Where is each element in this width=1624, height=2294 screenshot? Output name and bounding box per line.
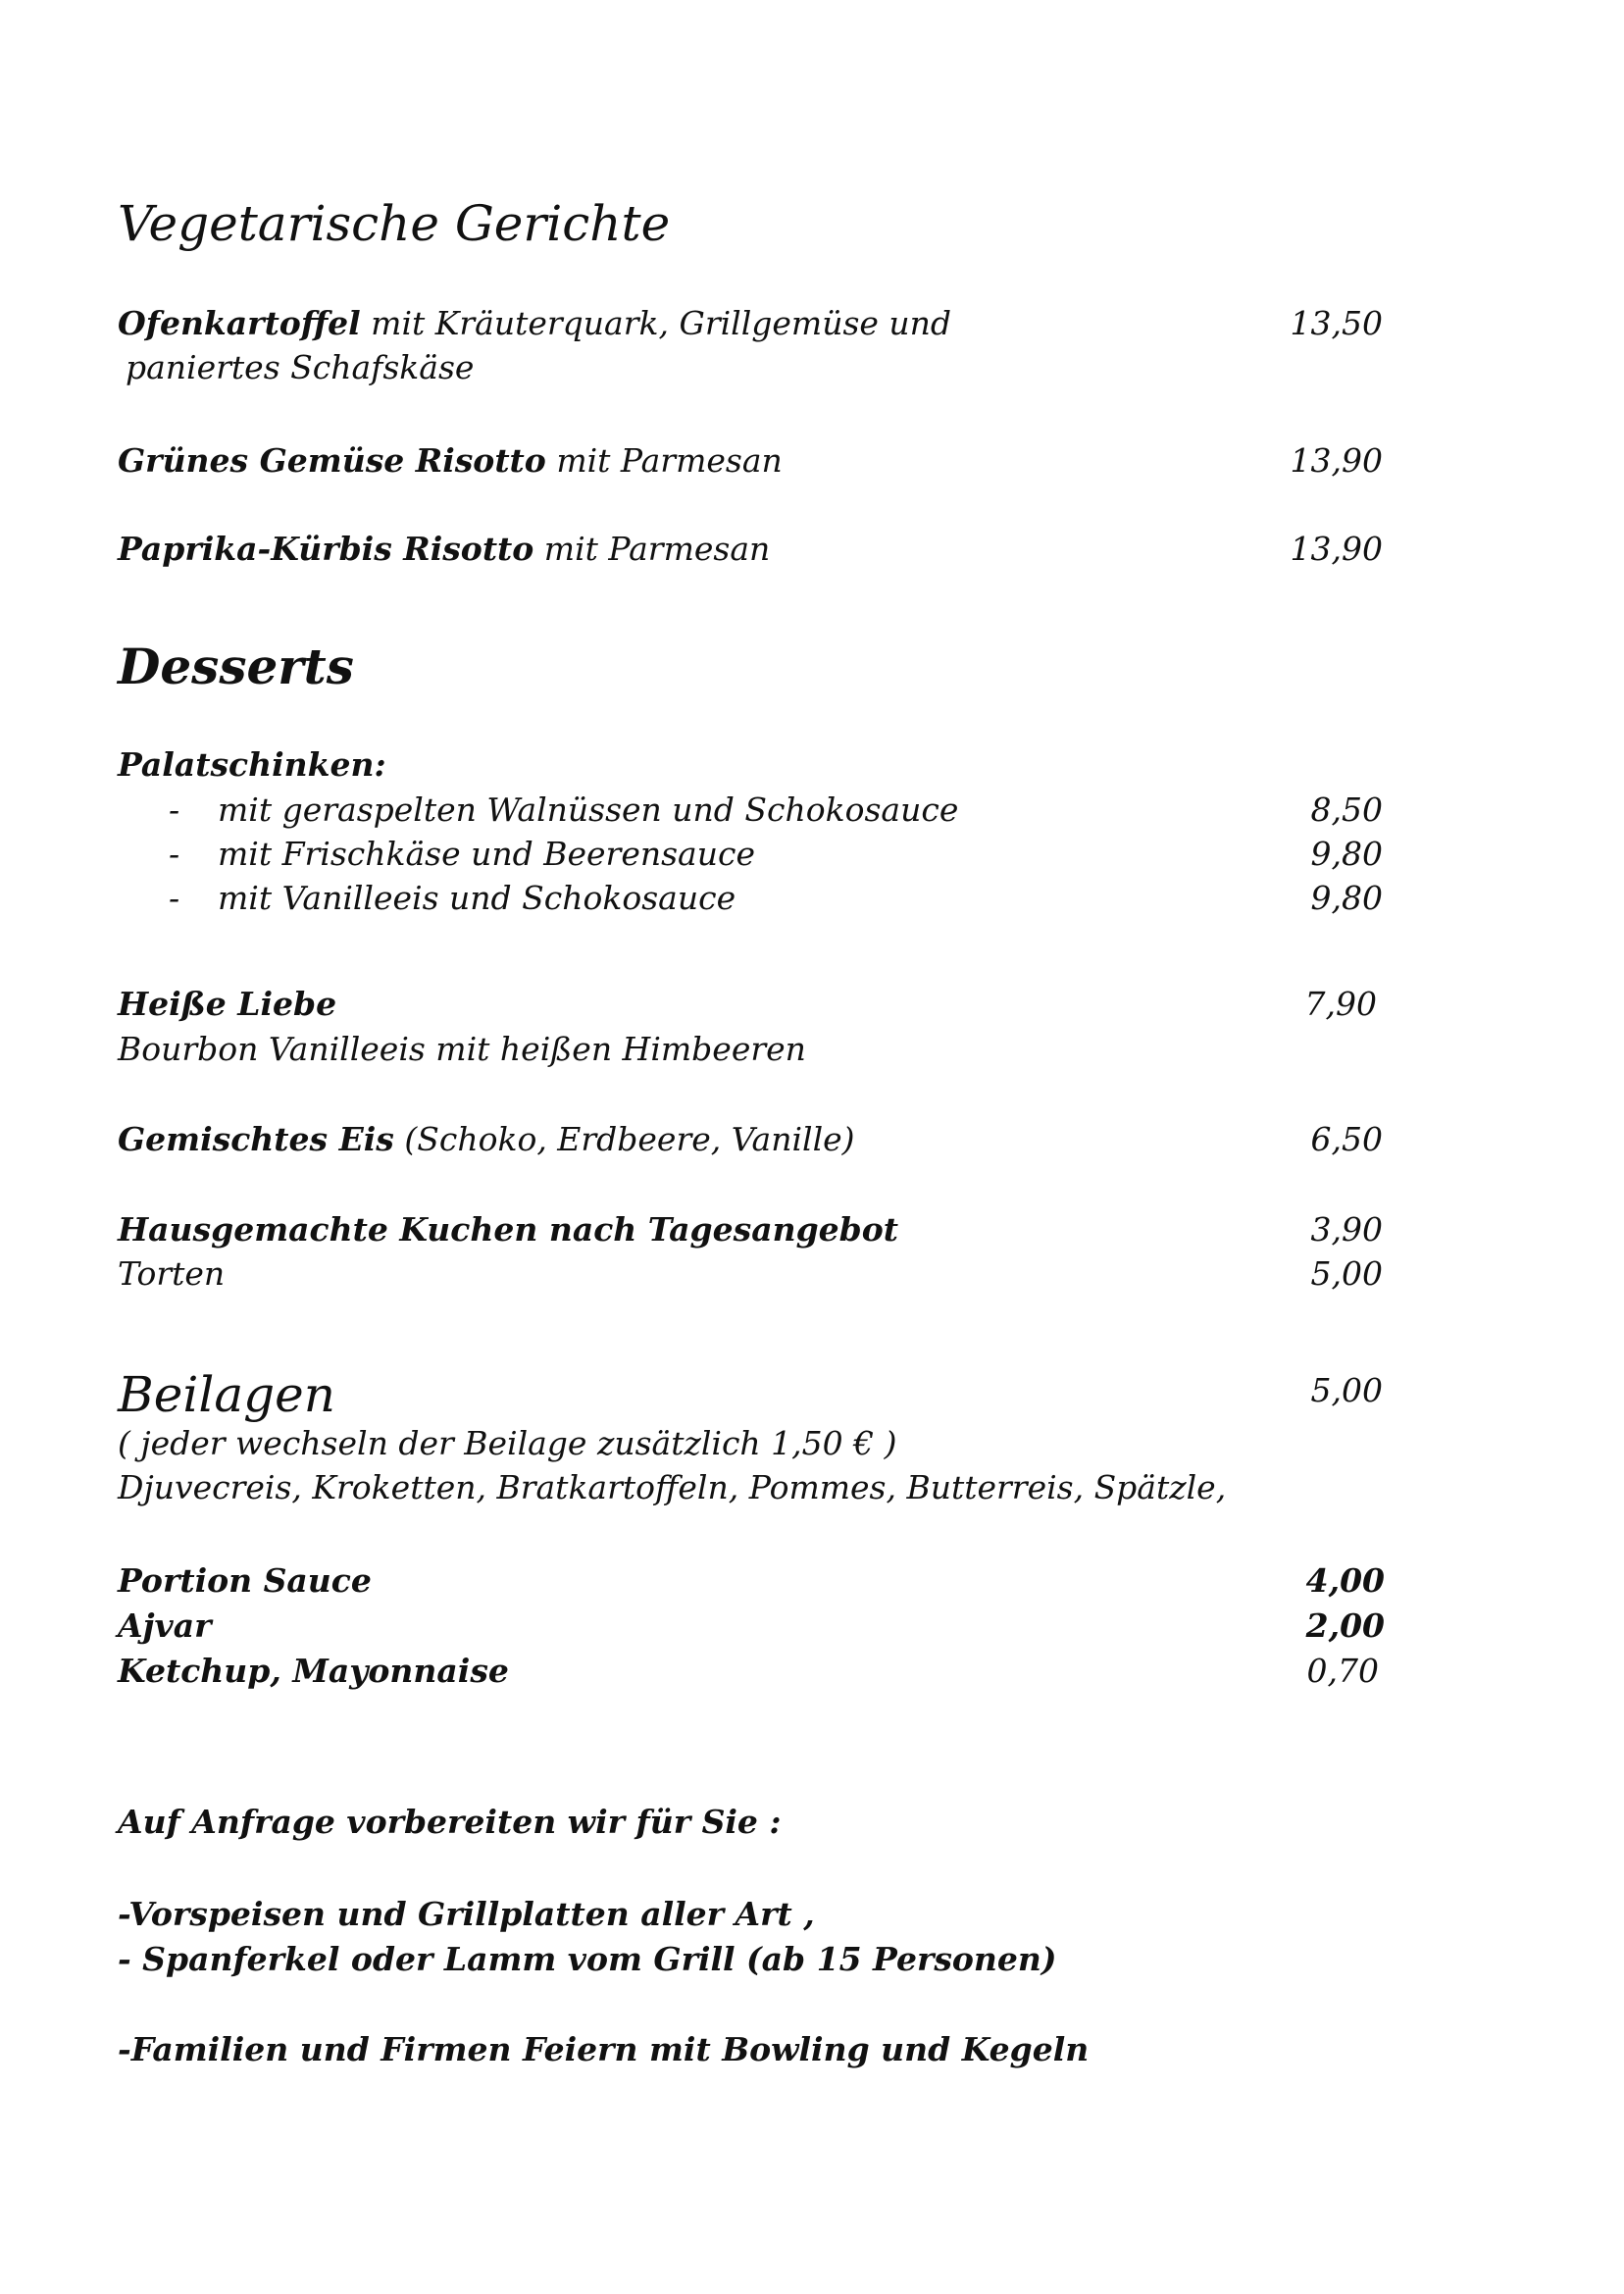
item-price: 13,90 xyxy=(1290,530,1383,568)
item-name: Paprika-Kürbis Risotto xyxy=(118,530,534,568)
item-price: 7,90 xyxy=(1304,985,1377,1023)
desserts-heading: Desserts xyxy=(118,637,354,695)
request-heading: Auf Anfrage vorbereiten wir für Sie : xyxy=(118,1803,782,1841)
menu-item-gruenes-risotto xyxy=(118,441,783,481)
beilagen-heading: Beilagen xyxy=(118,1366,335,1423)
item-desc: mit Parmesan xyxy=(545,441,783,480)
menu-item-ofenkartoffel xyxy=(118,304,951,343)
item-desc: mit Parmesan xyxy=(533,530,771,568)
request-line: -Familien und Firmen Feiern mit Bowling und Kegeln xyxy=(118,2030,1090,2068)
item-desc: mit Kräuterquark, Grillgemüse und xyxy=(360,304,952,342)
item-price: 8,50 xyxy=(1310,790,1383,829)
palatschinken-title: Palatschinken: xyxy=(118,745,386,784)
item-price: 3,90 xyxy=(1310,1210,1383,1249)
beilagen-price: 5,00 xyxy=(1310,1371,1383,1409)
item-price: 4,00 xyxy=(1305,1561,1385,1600)
item-price: 5,00 xyxy=(1310,1254,1383,1293)
torten-label: Torten xyxy=(118,1254,226,1293)
heisse-liebe-name: Heiße Liebe xyxy=(118,985,337,1023)
item-desc-cont: paniertes Schafskäse xyxy=(126,348,475,386)
vegetarian-heading: Vegetarische Gerichte xyxy=(118,195,671,252)
request-line: - Spanferkel oder Lamm vom Grill (ab 15 Personen) xyxy=(118,1940,1057,1978)
beilagen-list: Djuvecreis, Kroketten, Bratkartoffeln, Pommes, Butterreis, Spätzle, xyxy=(118,1468,1227,1506)
menu-item-gemischtes-eis xyxy=(118,1120,855,1159)
item-name: Grünes Gemüse Risotto xyxy=(118,441,546,480)
item-name: Ofenkartoffel xyxy=(118,304,361,342)
list-dash: - xyxy=(169,835,180,873)
item-price: 0,70 xyxy=(1306,1652,1379,1690)
request-line: -Vorspeisen und Grillplatten aller Art , xyxy=(118,1895,815,1933)
palatschinken-variant: mit geraspelten Walnüssen und Schokosauce xyxy=(218,790,959,829)
item-price: 9,80 xyxy=(1310,835,1383,873)
beilagen-note: ( jeder wechseln der Beilage zusätzlich 1,50 € ) xyxy=(118,1424,897,1462)
item-price: 13,90 xyxy=(1290,441,1383,480)
extra-portion-sauce: Portion Sauce xyxy=(118,1561,372,1600)
palatschinken-variant: mit Frischkäse und Beerensauce xyxy=(218,835,755,873)
heisse-liebe-desc: Bourbon Vanilleeis mit heißen Himbeeren xyxy=(118,1030,806,1068)
kuchen-name: Hausgemachte Kuchen nach Tagesangebot xyxy=(118,1210,898,1249)
item-price: 13,50 xyxy=(1290,304,1383,342)
extra-ajvar: Ajvar xyxy=(118,1606,212,1645)
list-dash: - xyxy=(169,790,180,829)
list-dash: - xyxy=(169,879,180,917)
item-desc: (Schoko, Erdbeere, Vanille) xyxy=(393,1120,855,1158)
item-price: 2,00 xyxy=(1305,1606,1385,1645)
item-name: Gemischtes Eis xyxy=(118,1120,394,1158)
item-price: 6,50 xyxy=(1310,1120,1383,1158)
extra-ketchup-mayo: Ketchup, Mayonnaise xyxy=(118,1652,509,1690)
palatschinken-variant: mit Vanilleeis und Schokosauce xyxy=(218,879,736,917)
item-price: 9,80 xyxy=(1310,879,1383,917)
menu-item-paprika-risotto xyxy=(118,530,770,569)
